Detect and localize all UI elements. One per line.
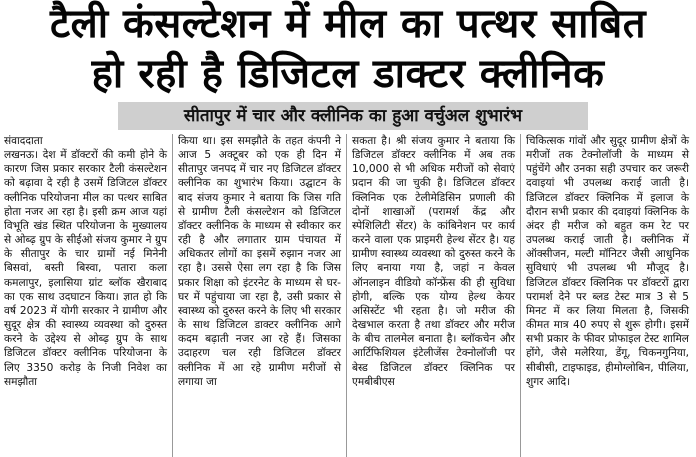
article-column-2 [172,134,346,457]
headline-line-2: हो रही है डिजिटल डाक्टर क्लीनिक [91,51,605,97]
column-text: चिकित्सक गांवों और सुदूर ग्रामीण क्षेत्रों के मरीजों तक टेक्नोलॉजी के माध्यम से पहुंचेंगे और उनका सही उपचार कर जरूरी दवाइयां भी उपलब्ध कराई जाती है। डिजिटल डॉक्टर क्लिनिक में इलाज के दौरान सभी प्रकार की दवाइयां क्लिनिक के अंदर ही मरीज को बहुत कम रेट पर उपलब्ध कराई जाती है। क्लीनिक में ऑक्सीजन, मल्टी मॉनिटर जैसी आधुनिक सुविधाएं भी उपलब्ध भी मौजूद है। डिजिटल डॉक्टर क्लिनिक पर डॉक्टरों द्वारा परामर्श देने पर ब्लड टेस्ट मात्र 3 से 5 मिनट में कर लिया मिलता है, जिसकी कीमत मात्र 40 रुपए से शुरू होगी। इसमें सभी प्रकार के फीवर प्रोफाइल टेस्ट शामिल होंगे, जैसे मलेरिया, डेंगू, चिकनगुनिया, सीबीसी, टाइफाइड, हीमोग्लोबिन, पीलिया, शुगर आदि। [526,135,689,388]
byline: संवाददाता [4,135,43,147]
subheadline-banner [118,102,588,130]
article-body [4,134,694,457]
column-text: लखनऊ। देश में डॉक्टरों की कमी होने के कारण जिस प्रकार सरकार टैली कंसल्टेशन को बढ़ावा दे रही है उसमें डिजिटल डॉक्टर क्लीनिक परियोजना मील का पत्थर साबित होता नजर आ रहा है। इसी क्रम आज यहां विभूति खंड स्थित परियोजना के मुख्यालय से ओब्ढ़ ग्रुप के सीईओ संजय कुमार ने ग्रुप के सीतापुर के चार ग्रामों नई मिनेनी बिसवां, बस्ती बिस्वा, पतारा कला कमलापुर, इलासिया ग्रांट ब्लॉक खैराबाद का एक साथ उदघाटन किया। ज्ञात हो कि वर्ष 2023 में योगी सरकार ने ग्रामीण और सुदूर क्षेत्र की स्वास्थ्य व्यवस्था को दुरुस्त करने के उद्देश्य से ओब्ढ़ ग्रुप के साथ डिजिटल डॉक्टर क्लीनिक परियोजना के लिए 3350 करोड़ के निजी निवेश का समझौता [4,149,167,388]
article-column-3 [346,134,520,457]
subheadline: सीतापुर में चार और क्लीनिक का हुआ वर्चुअल शुभारंभ [183,106,523,126]
column-text: सकता है। श्री संजय कुमार ने बताया कि डिजिटल डॉक्टर क्लीनिक में अब तक 10,000 से भी अधिक मरीजों को सेवाएं प्रदान की जा चुकी है। डिजिटल डॉक्टर क्लिनिक एक टेलीमेडिसिन प्रणाली की दोनों शाखाओं (परामर्श केंद्र और स्पेशिलिटी सेंटर) के कांबिनेशन पर कार्य करने वाला एक प्राइमरी हेल्थ सेंटर है। यह ग्रामीण स्वास्थ्य व्यवस्था को दुरुस्त करने के लिए बनाया गया है, जहां न केवल ऑनलाइन वीडियो कॉन्फ्रेंस की ही सुविधा होगी, बल्कि एक योग्य हेल्थ केयर असिस्टेंट भी रहता है। जो मरीज की देखभाल करता है तथा डॉक्टर और मरीज के बीच तालमेल बनाता है। ब्लॉकचेन और आर्टिफिशियल इंटेलीजेंस टेक्नोलॉजी पर बेस्ड डिजिटल डॉक्टर क्लिनिक पर एमबीबीएस [352,135,515,388]
headline-line-1: टैली कंसल्टेशन में मील का पत्थर साबित [49,1,647,47]
article-column-1 [4,134,172,457]
column-text: किया था। इस समझौते के तहत कंपनी ने आज 5 अक्टूबर को एक ही दिन में सीतापुर जनपद में चार नए डिजिटल डॉक्टर क्लीनिक का शुभारंभ किया। उद्घाटन के बाद संजय कुमार ने बताया कि जिस गति से ग्रामीण टैली कंसल्टेशन को डिजिटल डॉक्टर क्लीनिक के माध्यम से स्वीकार कर रही है और लगातार ग्राम पंचायत में अधिकतर लोगों का इसमें रुझान नजर आ रहा है। उससे ऐसा लग रहा है कि जिस प्रकार शिक्षा को इंटरनेट के माध्यम से घर-घर में पहुंचाया जा रहा है, उसी प्रकार से स्वास्थ्य को दुरुस्त करने के लिए भी सरकार के साथ डिजिटल डाक्टर क्लीनिक आगे कदम बढ़ाती नजर आ रहे हैं। जिसका उदाहरण चल रही डिजिटल डॉक्टर क्लीनिक में आ रहे ग्रामीण मरीजों से लगाया जा [178,135,341,388]
article-column-4 [520,134,694,457]
